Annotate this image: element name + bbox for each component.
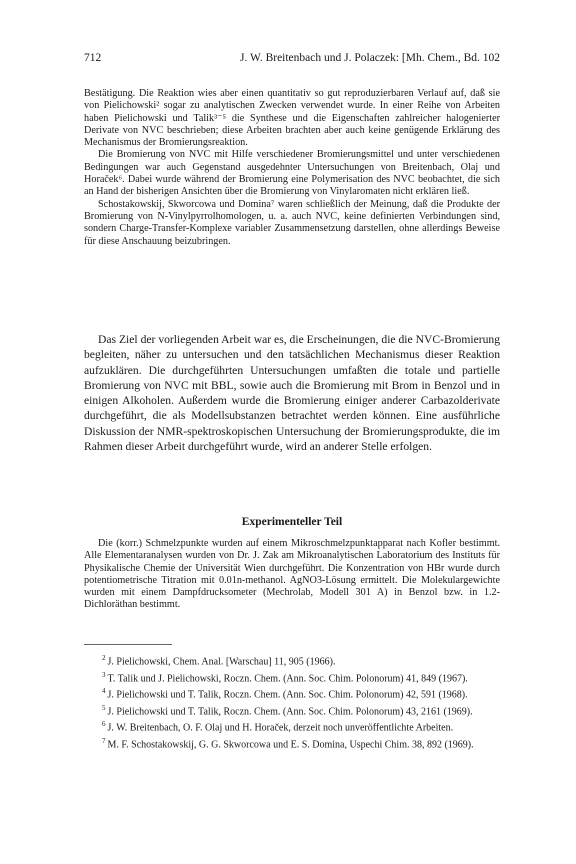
footnotes [84,652,500,751]
footnote: $^4$ J. Pielichowski und T. Talik, Roczn. Chem. (Ann. Soc. Chim. Polonorum) 42, 591 (1968). [102,687,468,701]
section-heading: Experimenteller Teil [241,516,343,528]
footnote: $^3$ T. Talik und J. Pielichowski, Roczn. Chem. (Ann. Soc. Chim. Polonorum) 41, 849 (1967). [102,670,468,684]
paragraph-1: Bestätigung. Die Reaktion wies aber einen quantitativ so gut reproduzierbaren Verlauf auf, daß sie von Pielichowski² sogar zu analytischen Zwecken verwendet wurde. In einer Reihe von Arbeiten haben Pielichowski und Talik³⁻⁵ die Synthese und die Eigenschaften zahlreicher halogenierter Derivate von NVC beschrieben; diese Arbeiten brachten aber auch keine genügende Erklärung des Mechanismus der Bromierungsreaktion. [84,88,500,149]
running-title: J. W. Breitenbach und J. Polaczek: [Mh. Chem., Bd. 102 [240,52,500,64]
paragraph-4: Das Ziel der vorliegenden Arbeit war es, die Erscheinungen, die die NVC-Bromierung begleiten, näher zu untersuchen und den tatsächlichen Mechanismus dieser Reaktion aufzuklären. Die durchgeführten Untersuchungen umfaßten die totale und partielle Bromierung von NVC mit BBL, sowie auch die Bromierung mit Brom in Benzol und in einigen Alkoholen. Außerdem wurde die Bromierung einiger anderer Carbazolderivate durchgeführt, die als Modellsubstanzen betrachtet werden können. Eine ausführliche Diskussion der NMR-spektroskopischen Untersuchung der Bromierungsprodukte, die im Rahmen dieser Arbeit durchgeführt wurde, wird an anderer Stelle erfolgen. [84,333,500,454]
footnote: $^5$ J. Pielichowski und T. Talik, Roczn. Chem. (Ann. Soc. Chim. Polonorum) 43, 2161 (1969). [102,703,473,717]
paragraph-2: Die Bromierung von NVC mit Hilfe verschiedener Bromierungsmittel und unter verschiedenen Bedingungen war auch Gegenstand ausgedehnter Untersuchungen von Breitenbach, Olaj und Horaček⁶. Dabei wurde während der Bromierung eine Polymerisation des NVC beobachtet, die sich an Hand der bisherigen Ansichten über die Bromierung von Vinylaromaten nicht erklären ließ. [84,149,500,198]
aim-text [84,332,500,454]
experimental-text [84,538,500,612]
page-header [84,50,500,66]
footnote-rule [84,644,172,645]
paragraph-3: Schostakowskij, Skworcowa und Domina⁷ waren schließlich der Meinung, daß die Produkte der Bromierung von N-Vinylpyrrolhomologen, u. a. auch NVC, keine definierten Verbindungen sind, sondern Charge-Transfer-Komplexe variabler Zusammensetzung darstellen, ohne allerdings Beweise für diese Anschauung beizubringen. [84,198,500,247]
paragraph-5: Die (korr.) Schmelzpunkte wurden auf einem Mikroschmelzpunktapparat nach Kofler bestimmt. Alle Elementaranalysen wurden von Dr. J. Zak am Mikroanalytischen Laboratorium des Instituts für Physikalische Chemie der Universität Wien durchgeführt. Die Konzentration von HBr wurde durch potentiometrische Titration mit 0.01n-methanol. AgNO3-Lösung ermittelt. Die Molekulargewichte wurden mit einem Dampfdrucksometer (Mechrolab, Modell 301 A) in Benzol bzw. in 1.2-Dichloräthan bestimmt. [84,538,500,611]
footnote: $^2$ J. Pielichowski, Chem. Anal. [Warschau] 11, 905 (1966). [102,654,336,668]
page-number: 712 [84,52,102,64]
intro-text [84,88,500,248]
footnote: $^6$ J. W. Breitenbach, O. F. Olaj und H. Horaček, derzeit noch unveröffentlichte Arbeiten. [102,720,454,734]
footnote: $^7$ M. F. Schostakowskij, G. G. Skworcowa und E. S. Domina, Uspechi Chim. 38, 892 (1969). [102,736,474,750]
